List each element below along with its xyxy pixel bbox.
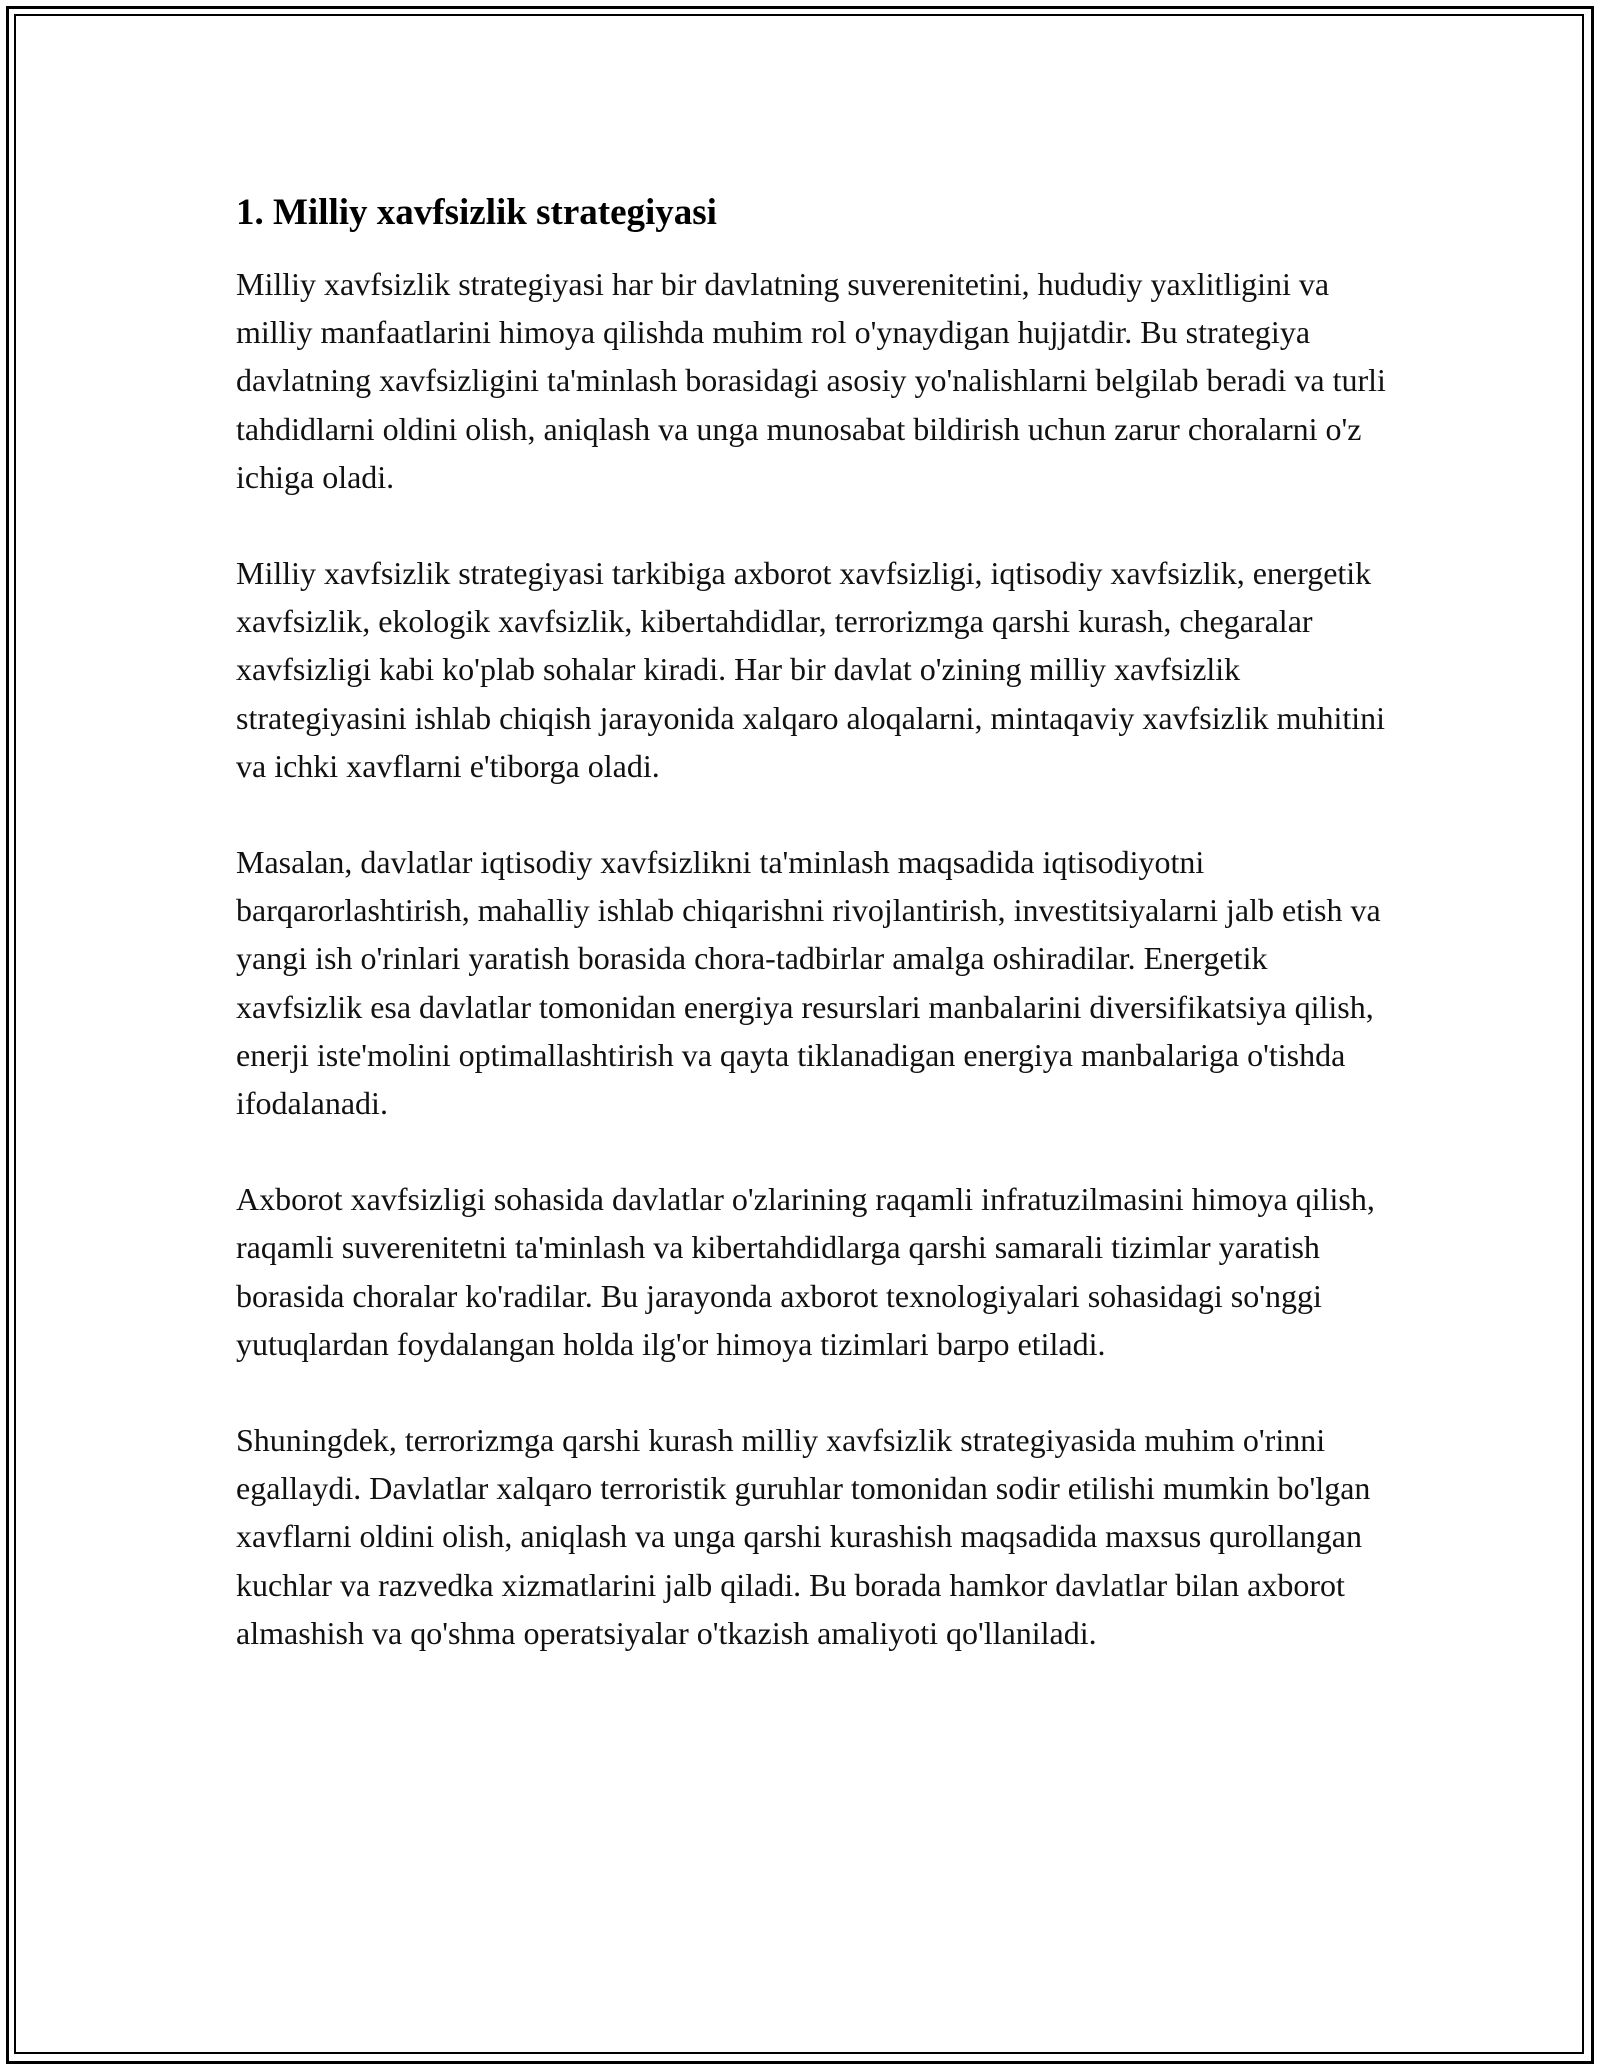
paragraph-1: Milliy xavfsizlik strategiyasi har bir davlatning suverenitetini, hududiy yaxlitligini va milliy manfaatlarini himoya qilishda muhim rol o'ynaydigan hujjatdir. Bu strategiya davlatning xavfsizligini ta'minlash borasidagi asosiy yo'nalishlarni belgilab beradi va turli tahdidlarni oldini olish, aniqlash va unga munosabat bildirish uchun zarur choralarni o'z ichiga oladi. xyxy=(236,266,1386,495)
paragraph-5: Shuningdek, terrorizmga qarshi kurash milliy xavfsizlik strategiyasida muhim o'rinni egallaydi. Davlatlar xalqaro terroristik guruhlar tomonidan sodir etilishi mumkin bo'lgan xavflarni oldini olish, aniqlash va unga qarshi kurashish maqsadida maxsus qurollangan kuchlar va razvedka xizmatlarini jalb qiladi. Bu borada hamkor davlatlar bilan axborot almashish va qo'shma operatsiyalar o'tkazish amaliyoti qo'llaniladi. xyxy=(236,1422,1371,1651)
document-body xyxy=(236,188,1386,1705)
paragraph-2: Milliy xavfsizlik strategiyasi tarkibiga axborot xavfsizligi, iqtisodiy xavfsizlik, energetik xavfsizlik, ekologik xavfsizlik, kibertahdidlar, terrorizmga qarshi kurash, chegaralar xavfsizligi kabi ko'plab sohalar kiradi. Har bir davlat o'zining milliy xavfsizlik strategiyasini ishlab chiqish jarayonida xalqaro aloqalarni, mintaqaviy xavfsizlik muhitini va ichki xavflarni e'tiborga oladi. xyxy=(236,555,1386,784)
paragraph-4: Axborot xavfsizligi sohasida davlatlar o'zlarining raqamli infratuzilmasini himoya qilish, raqamli suverenitetni ta'minlash va kibertahdidlarga qarshi samarali tizimlar yaratish borasida choralar ko'radilar. Bu jarayonda axborot texnologiyalari sohasidagi so'nggi yutuqlardan foydalangan holda ilg'or himoya tizimlari barpo etiladi. xyxy=(236,1181,1375,1362)
paragraph-3: Masalan, davlatlar iqtisodiy xavfsizlikni ta'minlash maqsadida iqtisodiyotni barqarorlashtirish, mahalliy ishlab chiqarishni rivojlantirish, investitsiyalarni jalb etish va yangi ish o'rinlari yaratish borasida chora-tadbirlar amalga oshiradilar. Energetik xavfsizlik esa davlatlar tomonidan energiya resurslari manbalarini diversifikatsiya qilish, enerji iste'molini optimallashtirish va qayta tiklanadigan energiya manbalariga o'tishda ifodalanadi. xyxy=(236,844,1381,1122)
section-title: 1. Milliy xavfsizlik strategiyasi xyxy=(236,192,717,233)
